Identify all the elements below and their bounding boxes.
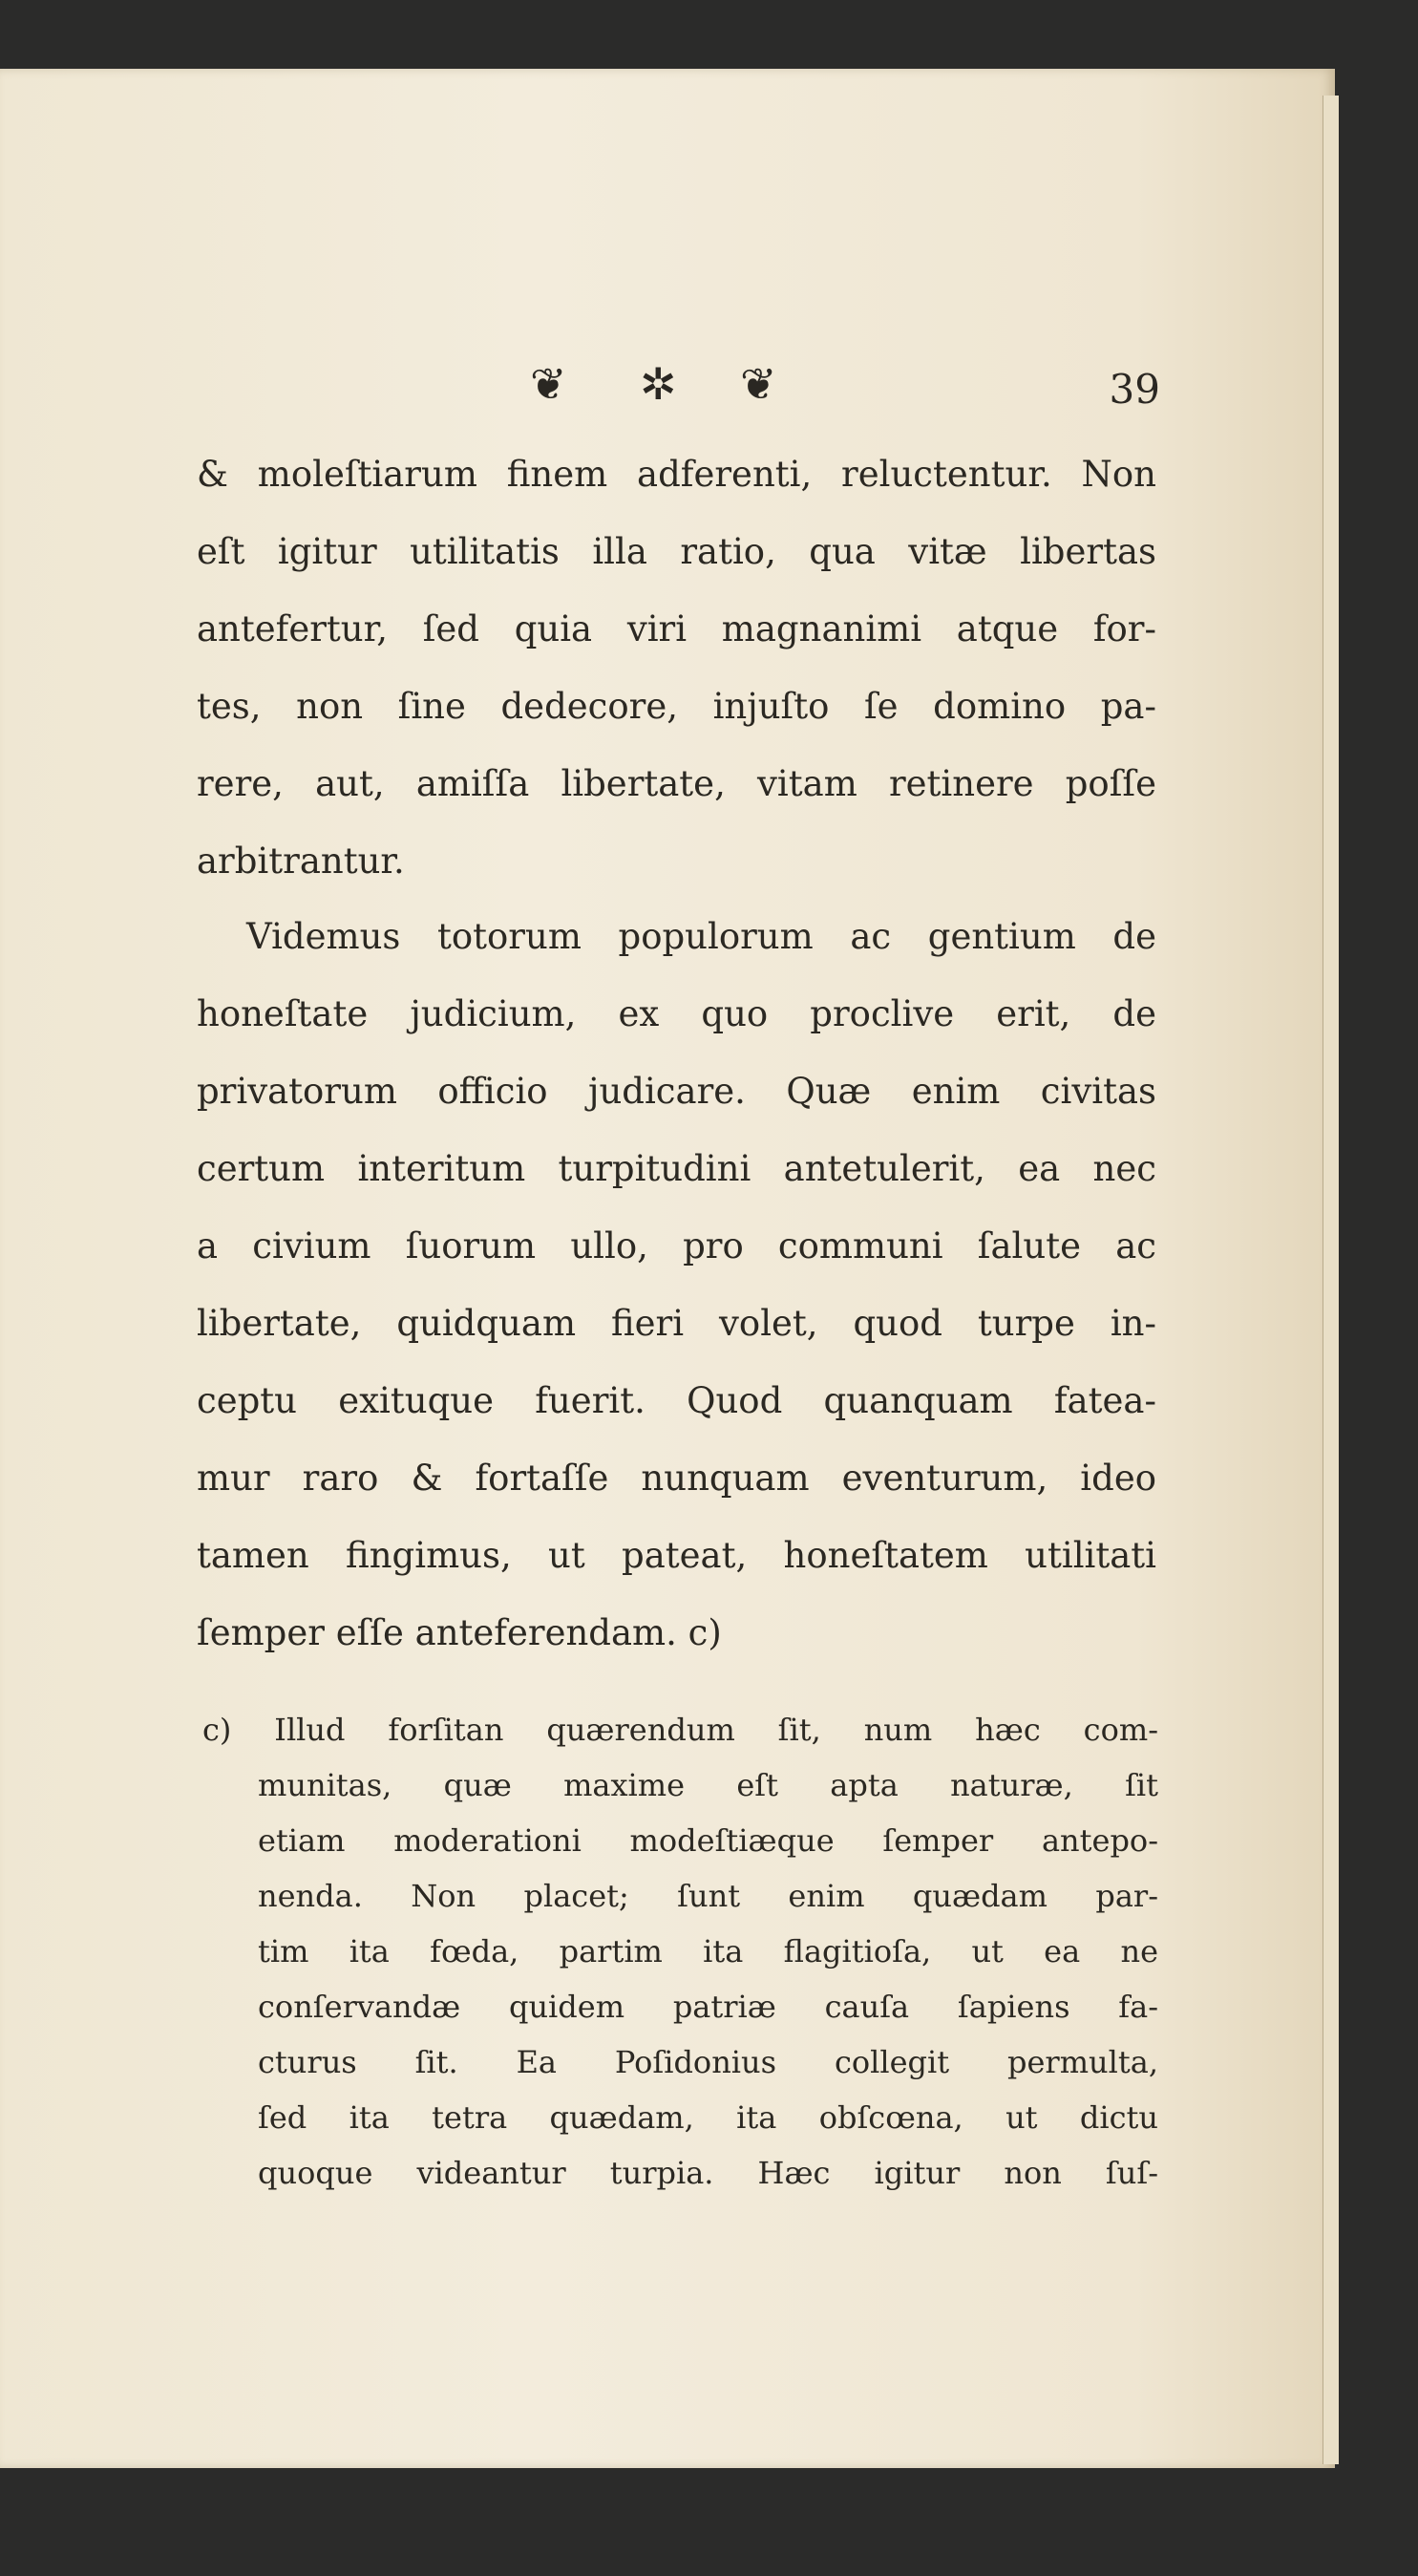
ornament-star-icon: ✲: [640, 358, 677, 410]
text-line: libertate, quidquam fieri volet, quod turpe in-: [197, 1303, 1156, 1344]
text-line: a civium ſuorum ullo, pro communi ſalute ac: [197, 1225, 1156, 1267]
text-line: eſt igitur utilitatis illa ratio, qua vitæ libertas: [197, 531, 1156, 572]
running-header: [191, 358, 1160, 425]
footnote-line: cturus ſit. Ea Poſidonius collegit permulta,: [258, 2044, 1158, 2080]
footnote-line: etiam moderationi modeſtiæque ſemper antepo-: [258, 1822, 1158, 1859]
text-line: Videmus totorum populorum ac gentium de: [246, 916, 1156, 957]
ornament-right-icon: ❦: [740, 358, 777, 410]
footnote-line: tim ita fœda, partim ita flagitioſa, ut ea ne: [258, 1933, 1158, 1969]
text-line: honeſtate judicium, ex quo proclive erit, de: [197, 993, 1156, 1034]
ornament-left-icon: ❦: [530, 358, 567, 410]
footnote-line: conſervandæ quidem patriæ cauſa ſapiens fa-: [258, 1989, 1158, 2025]
text-line: mur raro & fortaſſe nunquam eventurum, ideo: [197, 1458, 1156, 1499]
footnote-line: c) Illud forſitan quærendum ſit, num hæc com-: [202, 1712, 1158, 1748]
footnote-line: ſed ita tetra quædam, ita obſcœna, ut dictu: [258, 2099, 1158, 2136]
footnote-line: nenda. Non placet; ſunt enim quædam par-: [258, 1878, 1158, 1914]
text-line: tes, non ſine dedecore, injuſto ſe domino pa-: [197, 686, 1156, 727]
text-line: antefertur, ſed quia viri magnanimi atque for-: [197, 608, 1156, 649]
text-line: ceptu exituque fuerit. Quod quanquam fatea-: [197, 1380, 1156, 1421]
text-line: privatorum officio judicare. Quæ enim civitas: [197, 1071, 1156, 1112]
text-line: certum interitum turpitudini antetulerit, ea nec: [197, 1148, 1156, 1189]
text-line: & moleſtiarum finem adferenti, reluctentur. Non: [197, 454, 1156, 495]
footnote-line: munitas, quæ maxime eſt apta naturæ, ſit: [258, 1767, 1158, 1803]
page-edge: [1323, 96, 1339, 2464]
text-line: tamen fingimus, ut pateat, honeſtatem utilitati: [197, 1535, 1156, 1576]
text-line: rere, aut, amiſſa libertate, vitam retinere poſſe: [197, 763, 1156, 804]
text-line: arbitrantur.: [197, 841, 405, 882]
page-number: 39: [1109, 366, 1160, 413]
footnote-line: quoque videantur turpia. Hæc igitur non ſuſ-: [258, 2155, 1158, 2191]
text-line: ſemper eſſe anteferendam. c): [197, 1612, 722, 1653]
